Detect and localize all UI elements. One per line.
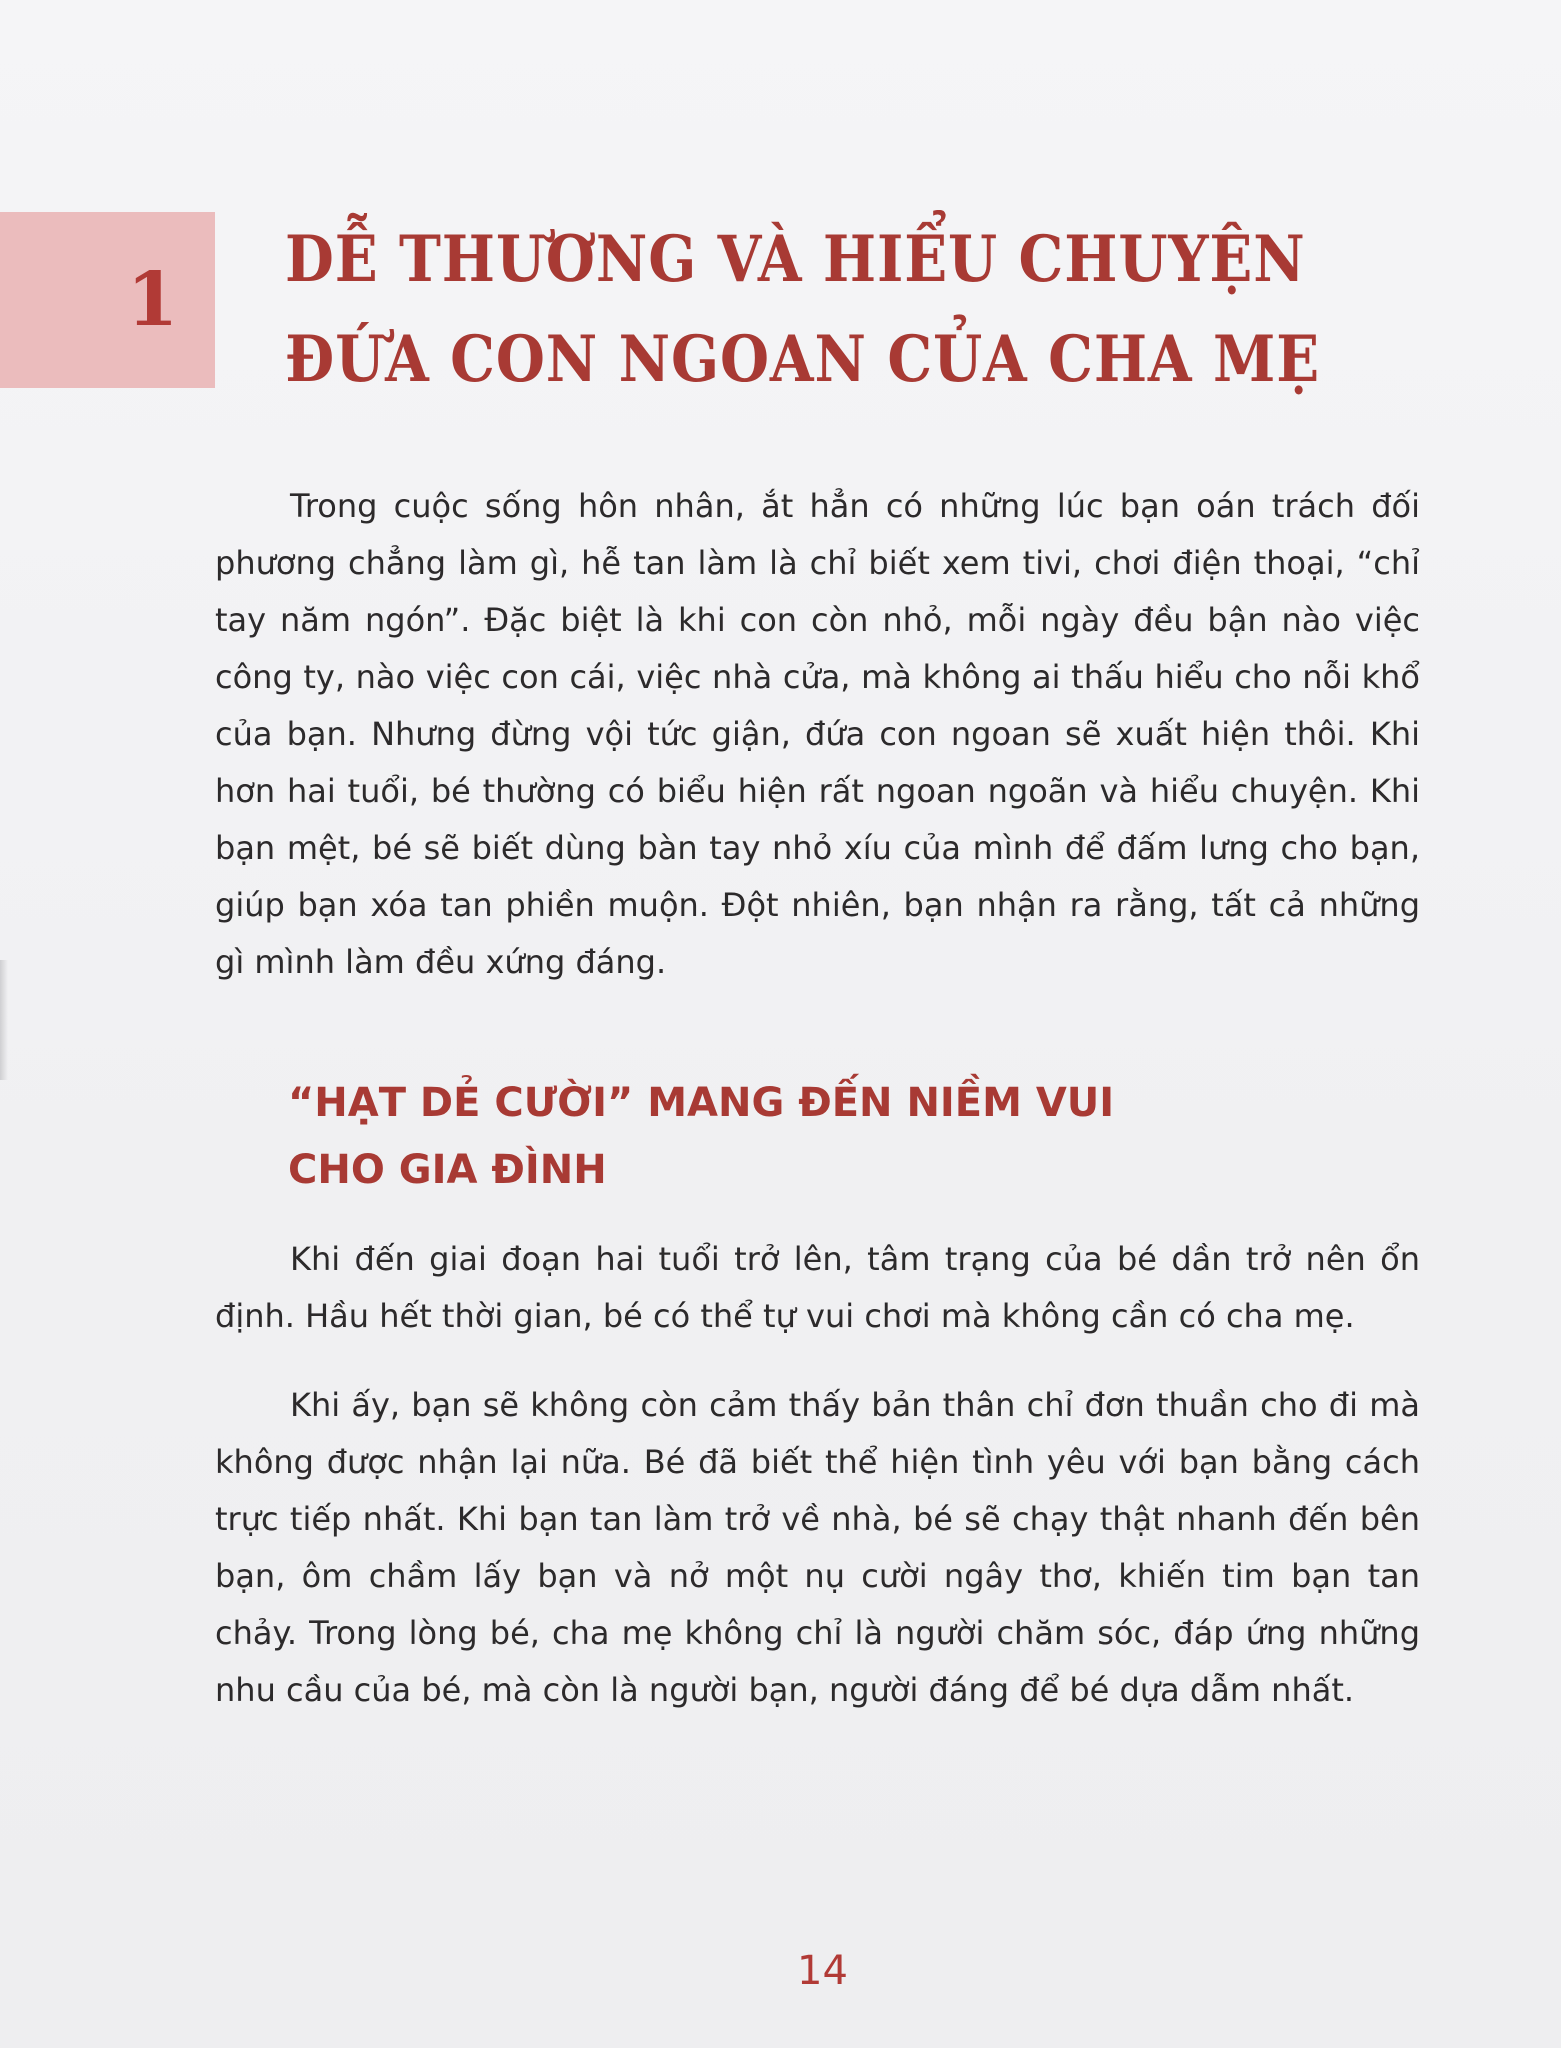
chapter-number: 1 xyxy=(126,257,179,343)
section-heading-line-2: CHO GIA ĐÌNH xyxy=(288,1147,607,1193)
section-heading xyxy=(288,1070,1438,1204)
page-number: 14 xyxy=(797,1948,848,1994)
section-paragraph-2: Khi ấy, bạn sẽ không còn cảm thấy bản thân chỉ đơn thuần cho đi mà không được nhận lại nữa. Bé đã biết thể hiện tình yêu với bạn bằng cách trực tiếp nhất. Khi bạn tan làm trở về nhà, bé sẽ chạy thật nhanh đến bên bạn, ôm chầm lấy bạn và nở một nụ cười ngây thơ, khiến tim bạn tan chảy. Trong lòng bé, cha mẹ không chỉ là người chăm sóc, đáp ứng những nhu cầu của bé, mà còn là người bạn, người đáng để bé dựa dẫm nhất. xyxy=(215,1386,1420,1709)
page-edge-shadow xyxy=(0,960,8,1080)
intro-paragraph: Trong cuộc sống hôn nhân, ắt hẳn có những lúc bạn oán trách đối phương chẳng làm gì, hễ tan làm là chỉ biết xem tivi, chơi điện thoại, “chỉ tay năm ngón”. Đặc biệt là khi con còn nhỏ, mỗi ngày đều bận nào việc công ty, nào việc con cái, việc nhà cửa, mà không ai thấu hiểu cho nỗi khổ của bạn. Nhưng đừng vội tức giận, đứa con ngoan sẽ xuất hiện thôi. Khi hơn hai tuổi, bé thường có biểu hiện rất ngoan ngoãn và hiểu chuyện. Khi bạn mệt, bé sẽ biết dùng bàn tay nhỏ xíu của mình để đấm lưng cho bạn, giúp bạn xóa tan phiền muộn. Đột nhiên, bạn nhận ra rằng, tất cả những gì mình làm đều xứng đáng. xyxy=(215,487,1420,981)
section-heading-line-1: “HẠT DẺ CƯỜI” MANG ĐẾN NIỀM VUI xyxy=(288,1080,1115,1126)
chapter-title xyxy=(285,210,1341,410)
chapter-title-line-2: ĐỨA CON NGOAN CỦA CHA MẸ xyxy=(285,322,1321,397)
section-paragraph-1: Khi đến giai đoạn hai tuổi trở lên, tâm trạng của bé dần trở nên ổn định. Hầu hết thời gian, bé có thể tự vui chơi mà không cần có cha mẹ. xyxy=(215,1240,1420,1335)
chapter-title-line-1: DỄ THƯƠNG VÀ HIỂU CHUYỆN xyxy=(285,222,1306,297)
